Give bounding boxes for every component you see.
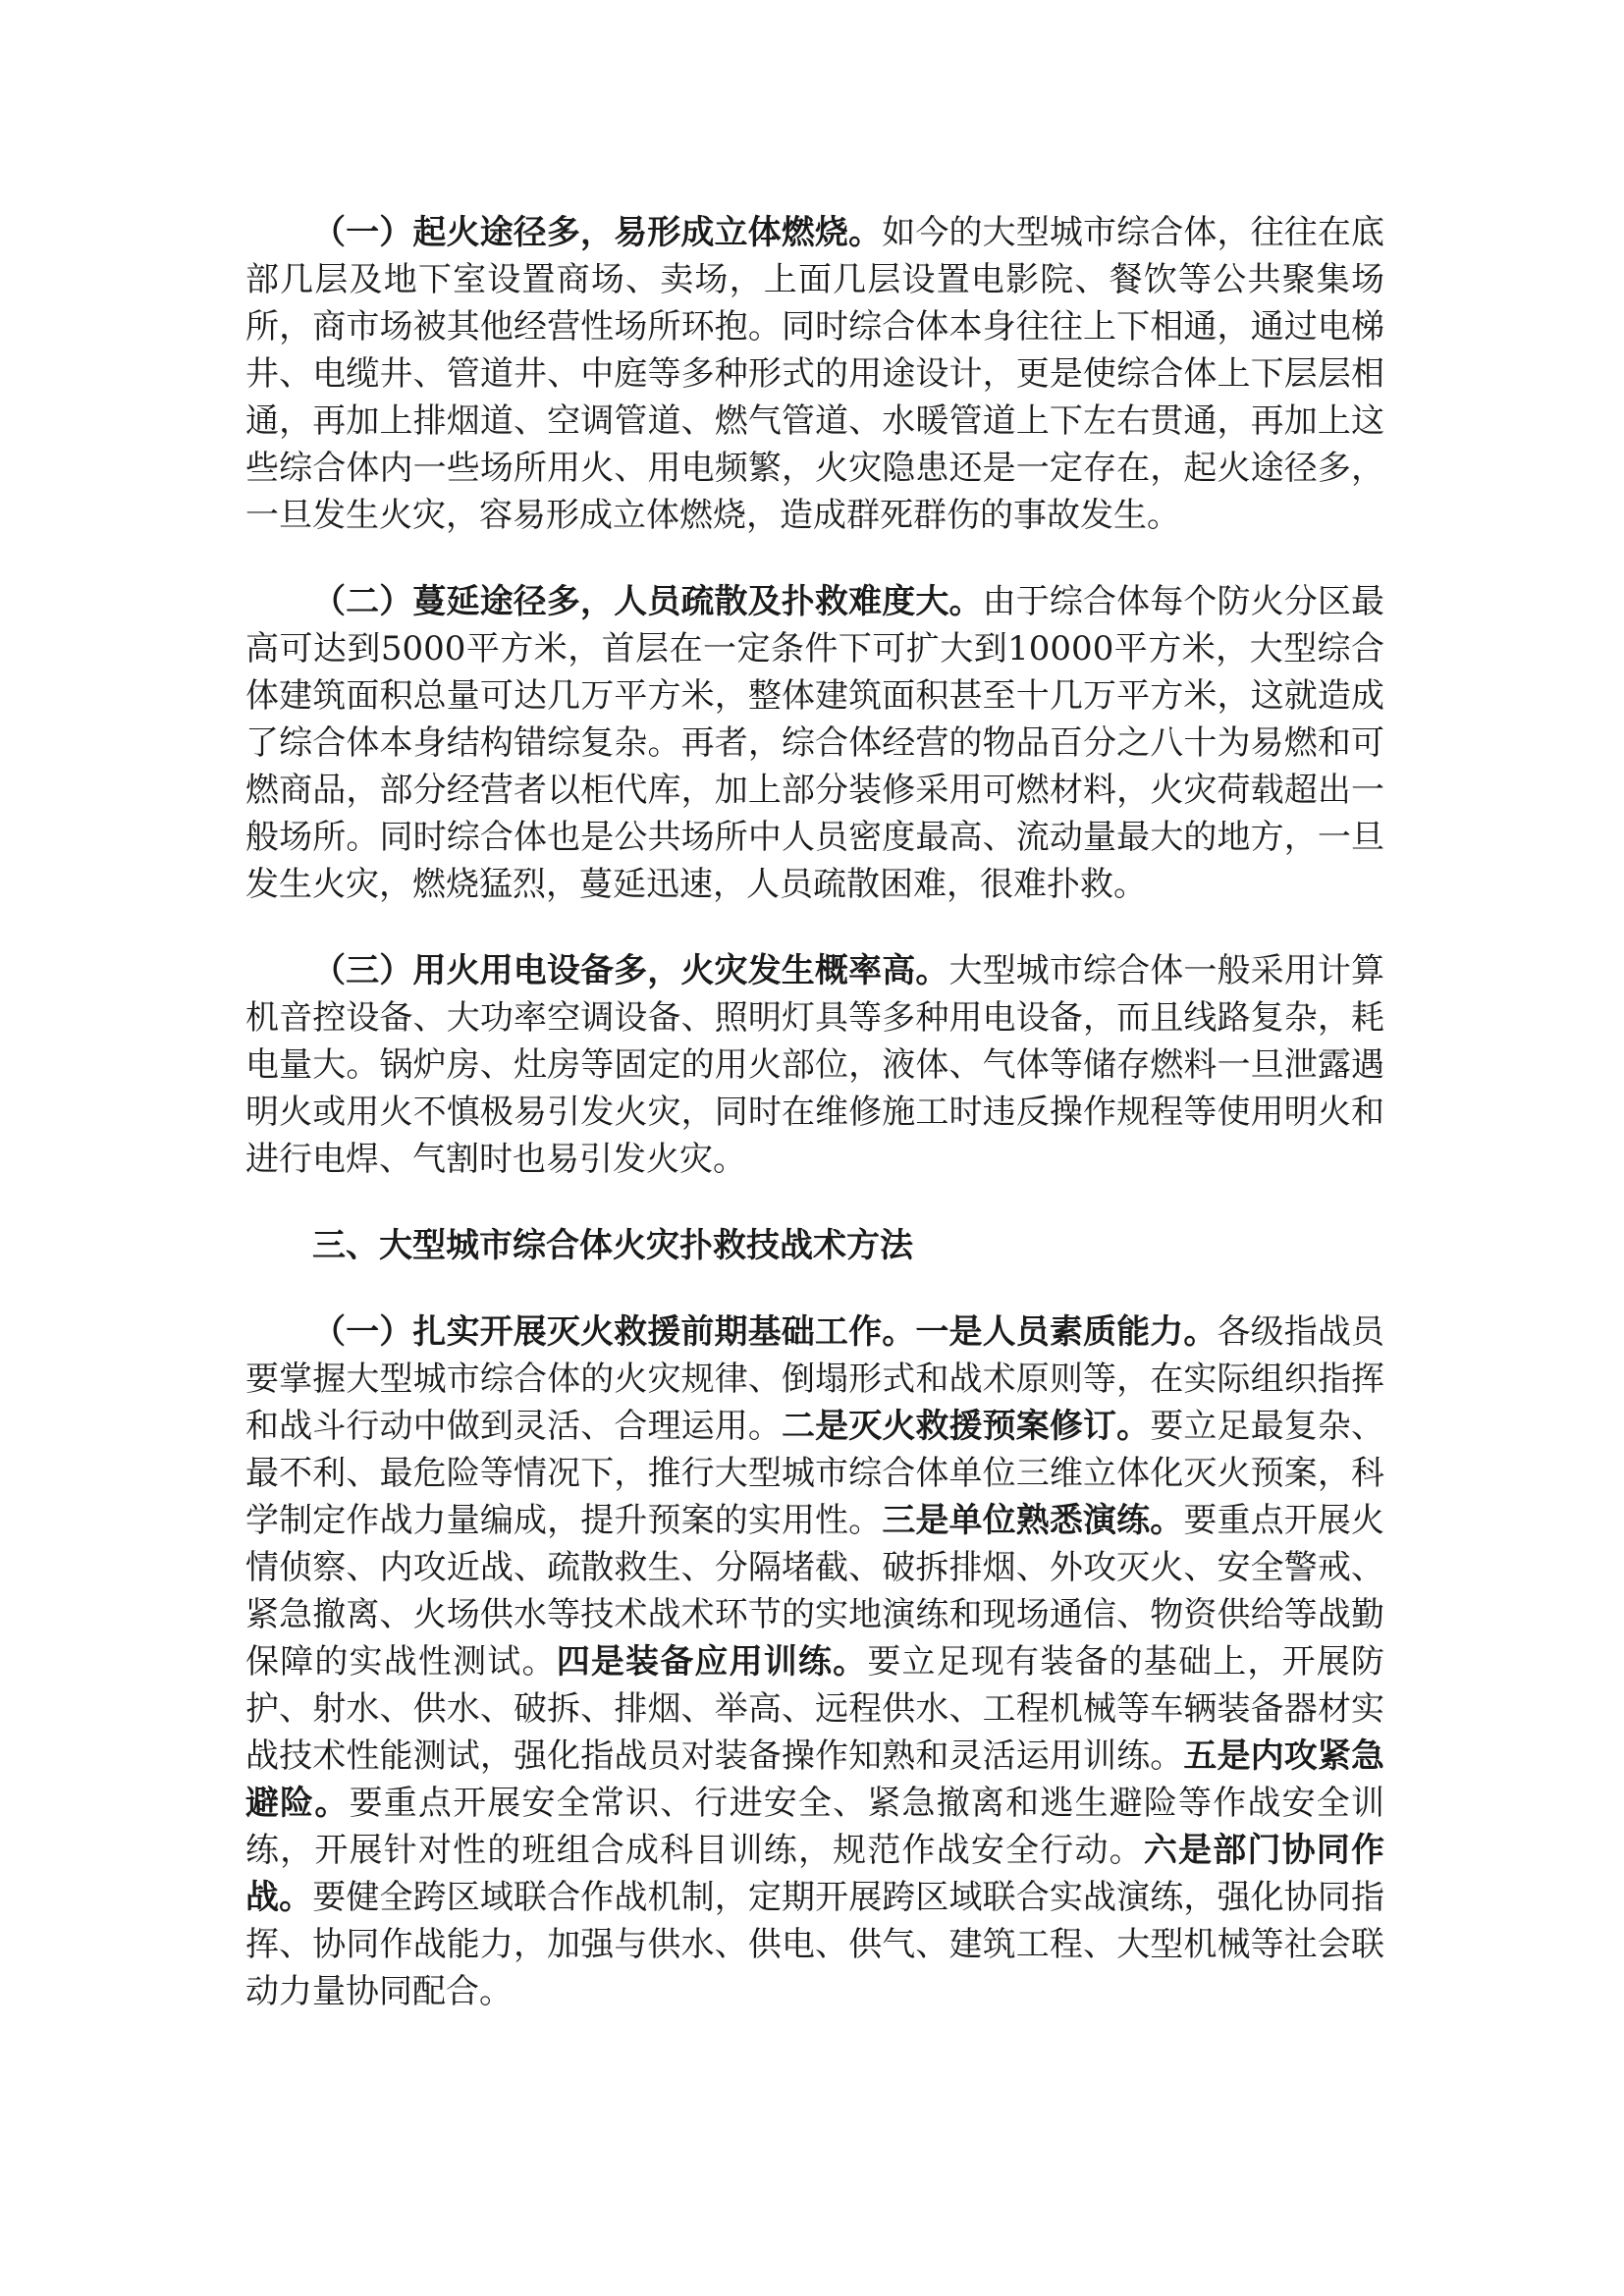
- paragraph-electrical-equipment: [245, 947, 1384, 1183]
- paragraph-text: 由于综合体每个防火分区最高可达到5000平方米，首层在一定条件下可扩大到10000平方米，大型综合体建筑面积总量可达几万平方米，整体建筑面积甚至十几万平方米，这就造成了综合体本身结构错综复杂。再者，综合体经营的物品百分之八十为易燃和可燃商品，部分经营者以柜代库，加上部分装修采用可燃材料，火灾荷载超出一般场所。同时综合体也是公共场所中人员密度最高、流动量最大的地方，一旦发生火灾，燃烧猛烈，蔓延迅速，人员疏散困难，很难扑救。: [245, 582, 1385, 904]
- paragraph-basic-work: [245, 1308, 1384, 2015]
- document-body: [245, 209, 1384, 2015]
- paragraph-text: 如今的大型城市综合体，往往在底部几层及地下室设置商场、卖场，上面几层设置电影院、餐饮等公共聚集场所，商市场被其他经营性场所环抱。同时综合体本身往往上下相通，通过电梯井、电缆井、管道井、中庭等多种形式的用途设计，更是使综合体上下层层相通，再加上排烟道、空调管道、燃气管道、水暖管道上下左右贯通，再加上这些综合体内一些场所用火、用电频繁，火灾隐患还是一定存在，起火途径多，一旦发生火灾，容易形成立体燃烧，造成群死群伤的事故发生。: [245, 213, 1385, 535]
- section-heading: [245, 1222, 1384, 1269]
- point-heading: 三是单位熟悉演练。: [882, 1501, 1184, 1540]
- paragraph-text: 要重点开展火情侦察、内攻近战、疏散救生、分隔堵截、破拆排烟、外攻灭火、安全警戒、紧急撤离、火场供水等技术战术环节的实地演练和现场通信、物资供给等战勤保障的实战性测试。: [245, 1501, 1385, 1682]
- section-heading-text: 三、大型城市综合体火灾扑救技战术方法: [312, 1226, 913, 1265]
- paragraph-text: 要立足最复杂、最不利、最危险等情况下，推行大型城市综合体单位三维立体化灭火预案，科学制定作战力量编成，提升预案的实用性。: [245, 1407, 1385, 1540]
- point-heading: 六是部门协同作战。: [245, 1831, 1384, 1917]
- paragraph-lead: （二）蔓延途径多，人员疏散及扑救难度大。: [312, 582, 983, 621]
- paragraph-lead: （三）用火用电设备多，火灾发生概率高。: [312, 951, 949, 990]
- paragraph-text: 大型城市综合体一般采用计算机音控设备、大功率空调设备、照明灯具等多种用电设备，而且线路复杂，耗电量大。锅炉房、灶房等固定的用火部位，液体、气体等储存燃料一旦泄露遇明火或用火不慎极易引发火灾，同时在维修施工时违反操作规程等使用明火和进行电焊、气割时也易引发火灾。: [245, 951, 1385, 1179]
- paragraph-text: 要重点开展安全常识、行进安全、紧急撤离和逃生避险等作战安全训练，开展针对性的班组合成科目训练，规范作战安全行动。: [245, 1784, 1384, 1870]
- paragraph-text: 要立足现有装备的基础上，开展防护、射水、供水、破拆、排烟、举高、远程供水、工程机械等车辆装备器材实战技术性能测试，强化指战员对装备操作知熟和灵活运用训练。: [245, 1642, 1384, 1776]
- paragraph-lead: （一）扎实开展灭火救援前期基础工作。一是人员素质能力。: [312, 1312, 1218, 1352]
- point-heading: 五是内攻紧急避险。: [245, 1736, 1385, 1823]
- paragraph-text: 各级指战员要掌握大型城市综合体的火灾规律、倒塌形式和战术原则等，在实际组织指挥和战斗行动中做到灵活、合理运用。: [245, 1312, 1385, 1446]
- paragraph-fire-paths: [245, 209, 1384, 539]
- point-heading: 四是装备应用训练。: [556, 1642, 868, 1682]
- paragraph-spread-paths: [245, 578, 1384, 908]
- paragraph-lead: （一）起火途径多，易形成立体燃烧。: [312, 213, 883, 252]
- paragraph-text: 要健全跨区域联合作战机制，定期开展跨区域联合实战演练，强化协同指挥、协同作战能力，加强与供水、供电、供气、建筑工程、大型机械等社会联动力量协同配合。: [245, 1878, 1385, 2011]
- point-heading: 二是灭火救援预案修订。: [781, 1407, 1151, 1446]
